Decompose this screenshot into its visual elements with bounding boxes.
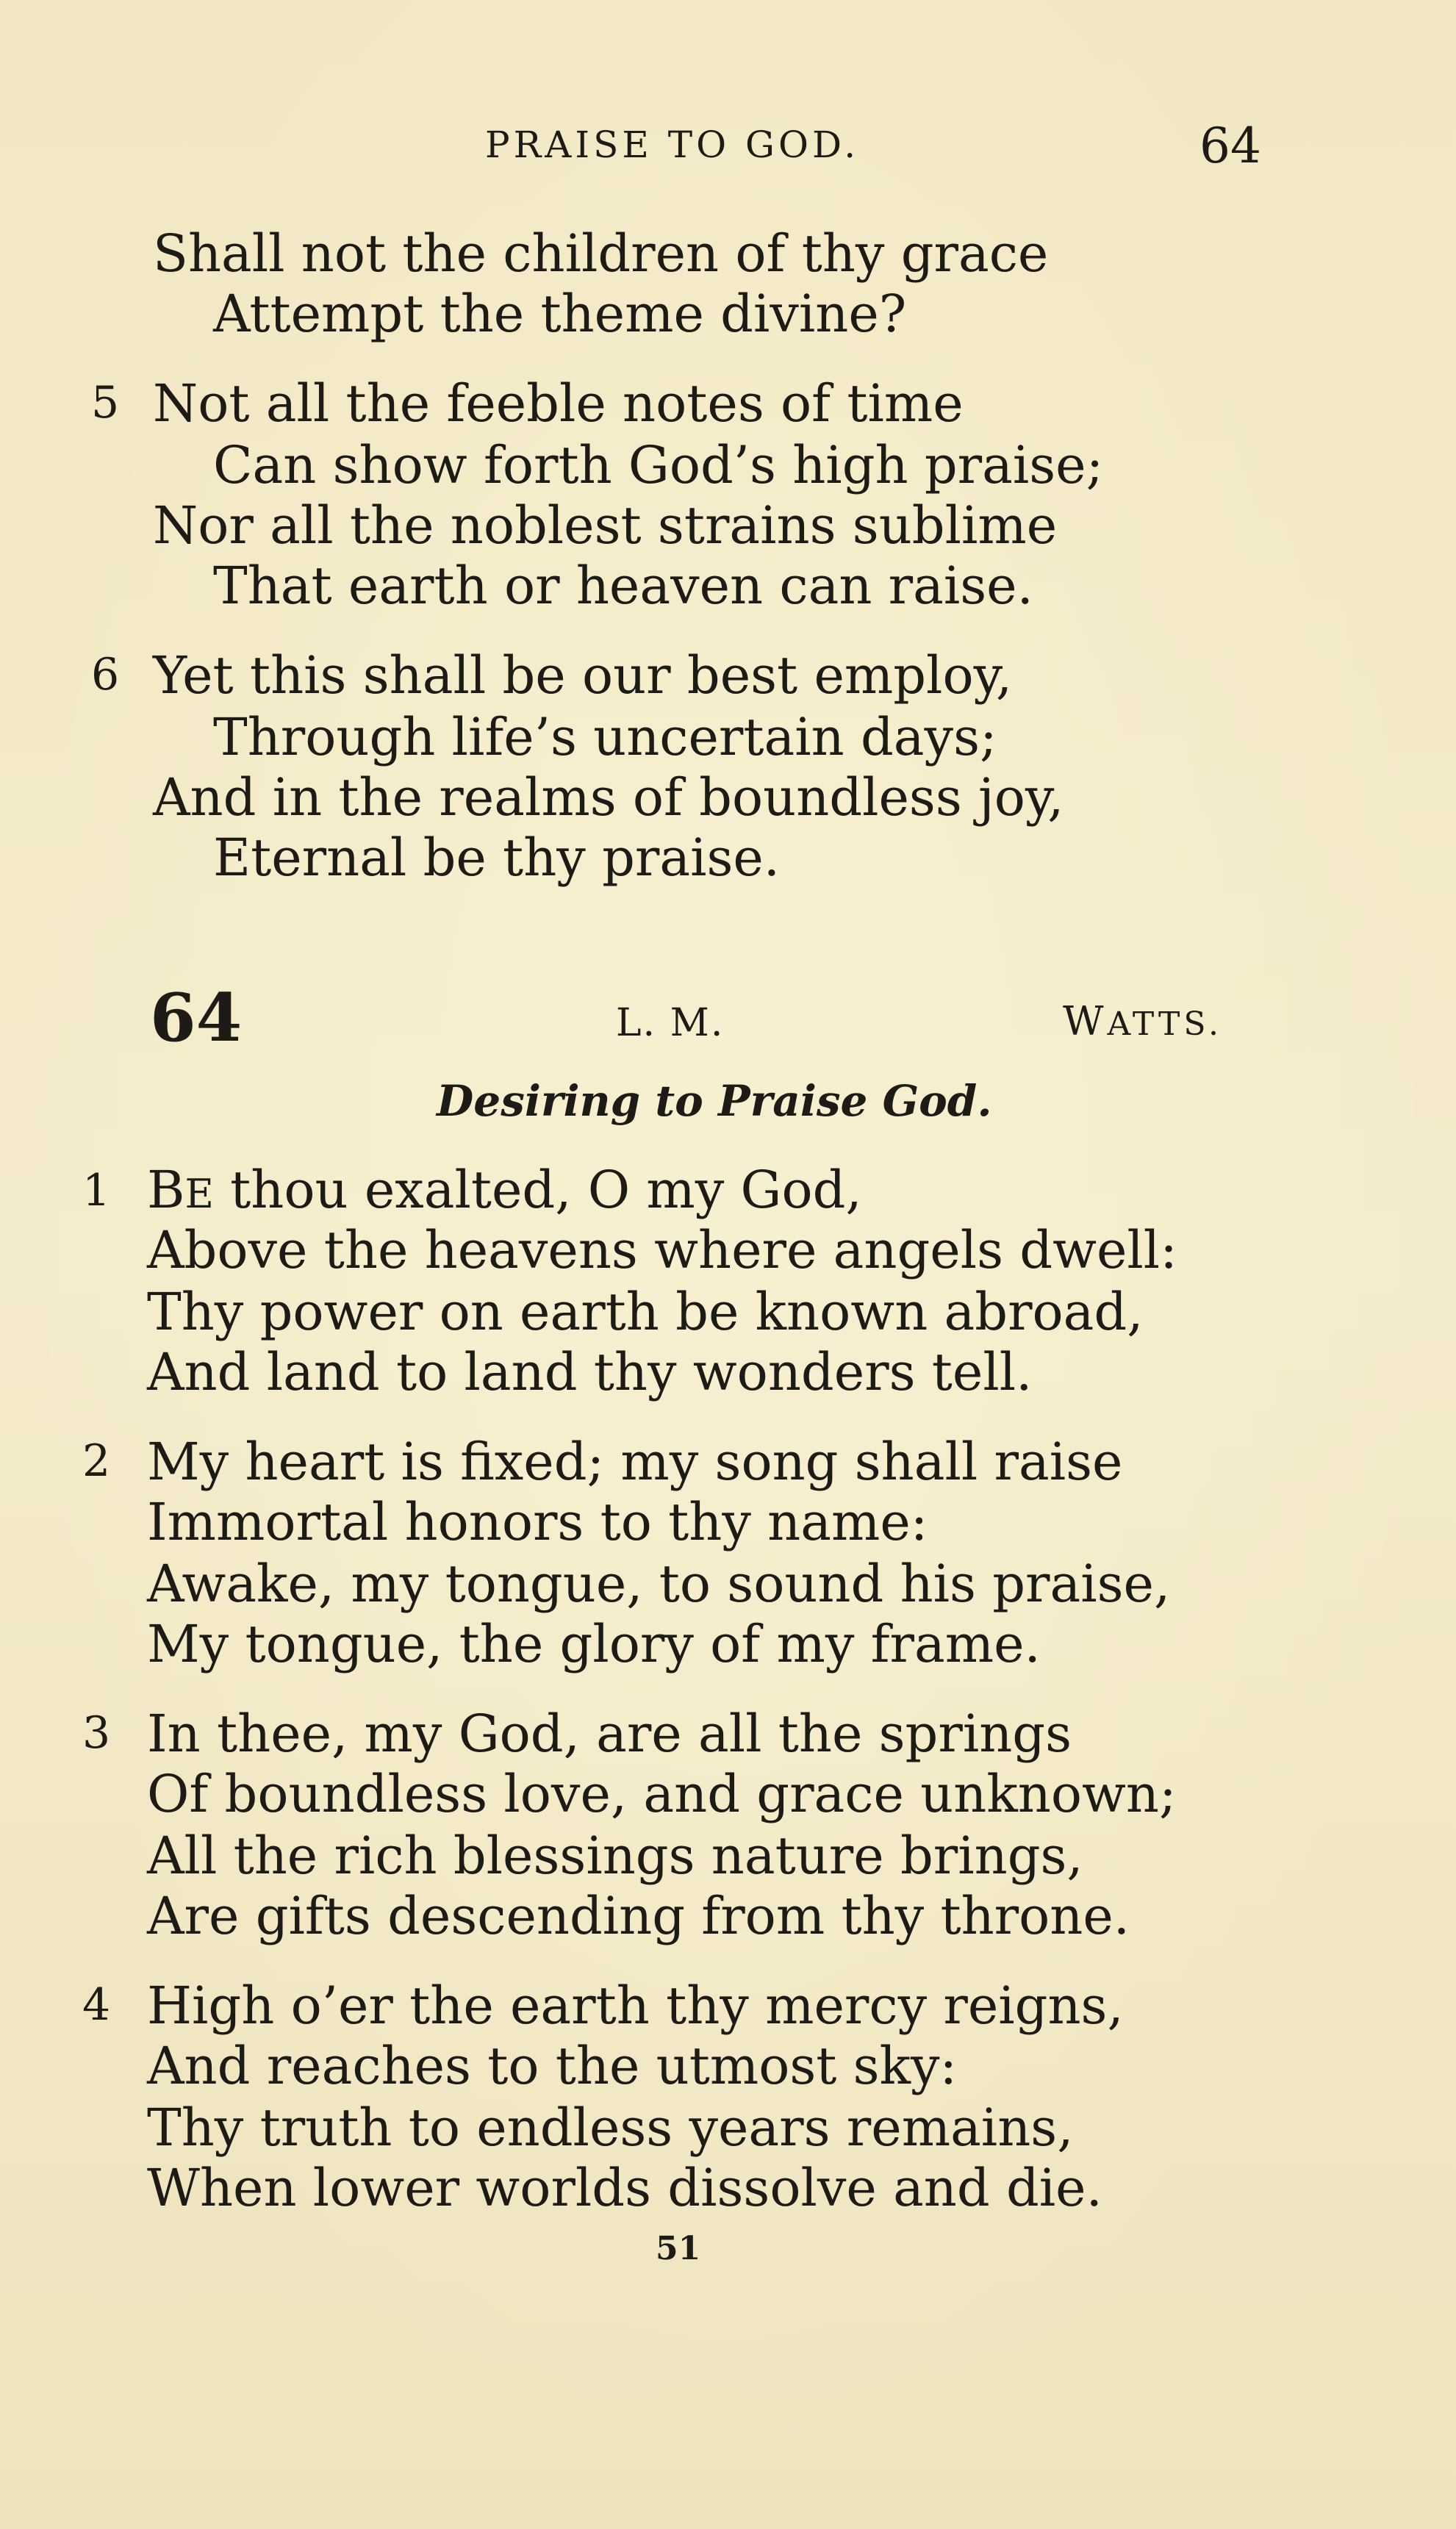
hymn-number: 64 xyxy=(150,979,243,1057)
verse-line: In thee, my God, are all the springs xyxy=(147,1704,1072,1764)
verse-line: My heart is fixed; my song shall raise xyxy=(147,1432,1123,1492)
verse-line: Through life’s uncertain days; xyxy=(213,707,997,767)
running-title: PRAISE TO GOD. xyxy=(485,123,860,166)
verse-line: Yet this shall be our best employ, xyxy=(153,645,1013,706)
page-number: 64 xyxy=(1199,118,1261,174)
verse-line: Not all the feeble notes of time xyxy=(153,373,964,434)
verse-line: All the rich blessings nature brings, xyxy=(147,1826,1083,1886)
first-line-rest: thou exalted, O my God, xyxy=(213,1160,862,1220)
verse-number: 4 xyxy=(82,1979,111,2031)
first-word-capital: B xyxy=(147,1160,185,1220)
verse-line: And in the realms of boundless joy, xyxy=(153,767,1064,828)
verse-line: Are gifts descending from thy throne. xyxy=(147,1886,1130,1946)
verse-number: 2 xyxy=(82,1435,111,1487)
verse-line: Above the heavens where angels dwell: xyxy=(147,1220,1177,1280)
verse-line: Awake, my tongue, to sound his praise, xyxy=(147,1554,1171,1614)
first-word-small-caps: E xyxy=(184,1171,214,1217)
verse-number: 6 xyxy=(91,649,120,700)
verse-line: And reaches to the utmost sky: xyxy=(147,2036,958,2096)
verse-line: High o’er the earth thy mercy reigns, xyxy=(147,1976,1124,2036)
author-initial: W xyxy=(1063,998,1108,1044)
hymn-author xyxy=(1063,998,1222,1044)
verse-line: Thy power on earth be known abroad, xyxy=(147,1282,1144,1342)
verse-line: When lower worlds dissolve and die. xyxy=(147,2158,1102,2218)
hymn-title: Desiring to Praise God. xyxy=(437,1076,992,1126)
verse-line: My tongue, the glory of my frame. xyxy=(147,1614,1041,1674)
verse-line: Attempt the theme divine? xyxy=(213,284,907,344)
verse-line: Of boundless love, and grace unknown; xyxy=(147,1764,1177,1824)
author-rest: ATTS. xyxy=(1107,1005,1222,1043)
verse-number: 5 xyxy=(91,377,120,428)
verse-line: That earth or heaven can raise. xyxy=(213,556,1033,616)
verse-first-line xyxy=(147,1160,862,1220)
hymn-meter: L. M. xyxy=(616,1001,725,1045)
verse-line: Immortal honors to thy name: xyxy=(147,1492,928,1552)
verse-line: Can show forth God’s high praise; xyxy=(213,435,1104,495)
verse-line: Shall not the children of thy grace xyxy=(153,223,1049,284)
verse-number: 3 xyxy=(82,1707,111,1759)
verse-line: And land to land thy wonders tell. xyxy=(147,1342,1033,1402)
verse-number: 1 xyxy=(82,1165,111,1216)
folio-number: 51 xyxy=(656,2230,701,2267)
verse-line: Eternal be thy praise. xyxy=(213,828,781,888)
verse-line: Thy truth to endless years remains, xyxy=(147,2098,1074,2158)
verse-line: Nor all the noblest strains sublime xyxy=(153,495,1058,556)
